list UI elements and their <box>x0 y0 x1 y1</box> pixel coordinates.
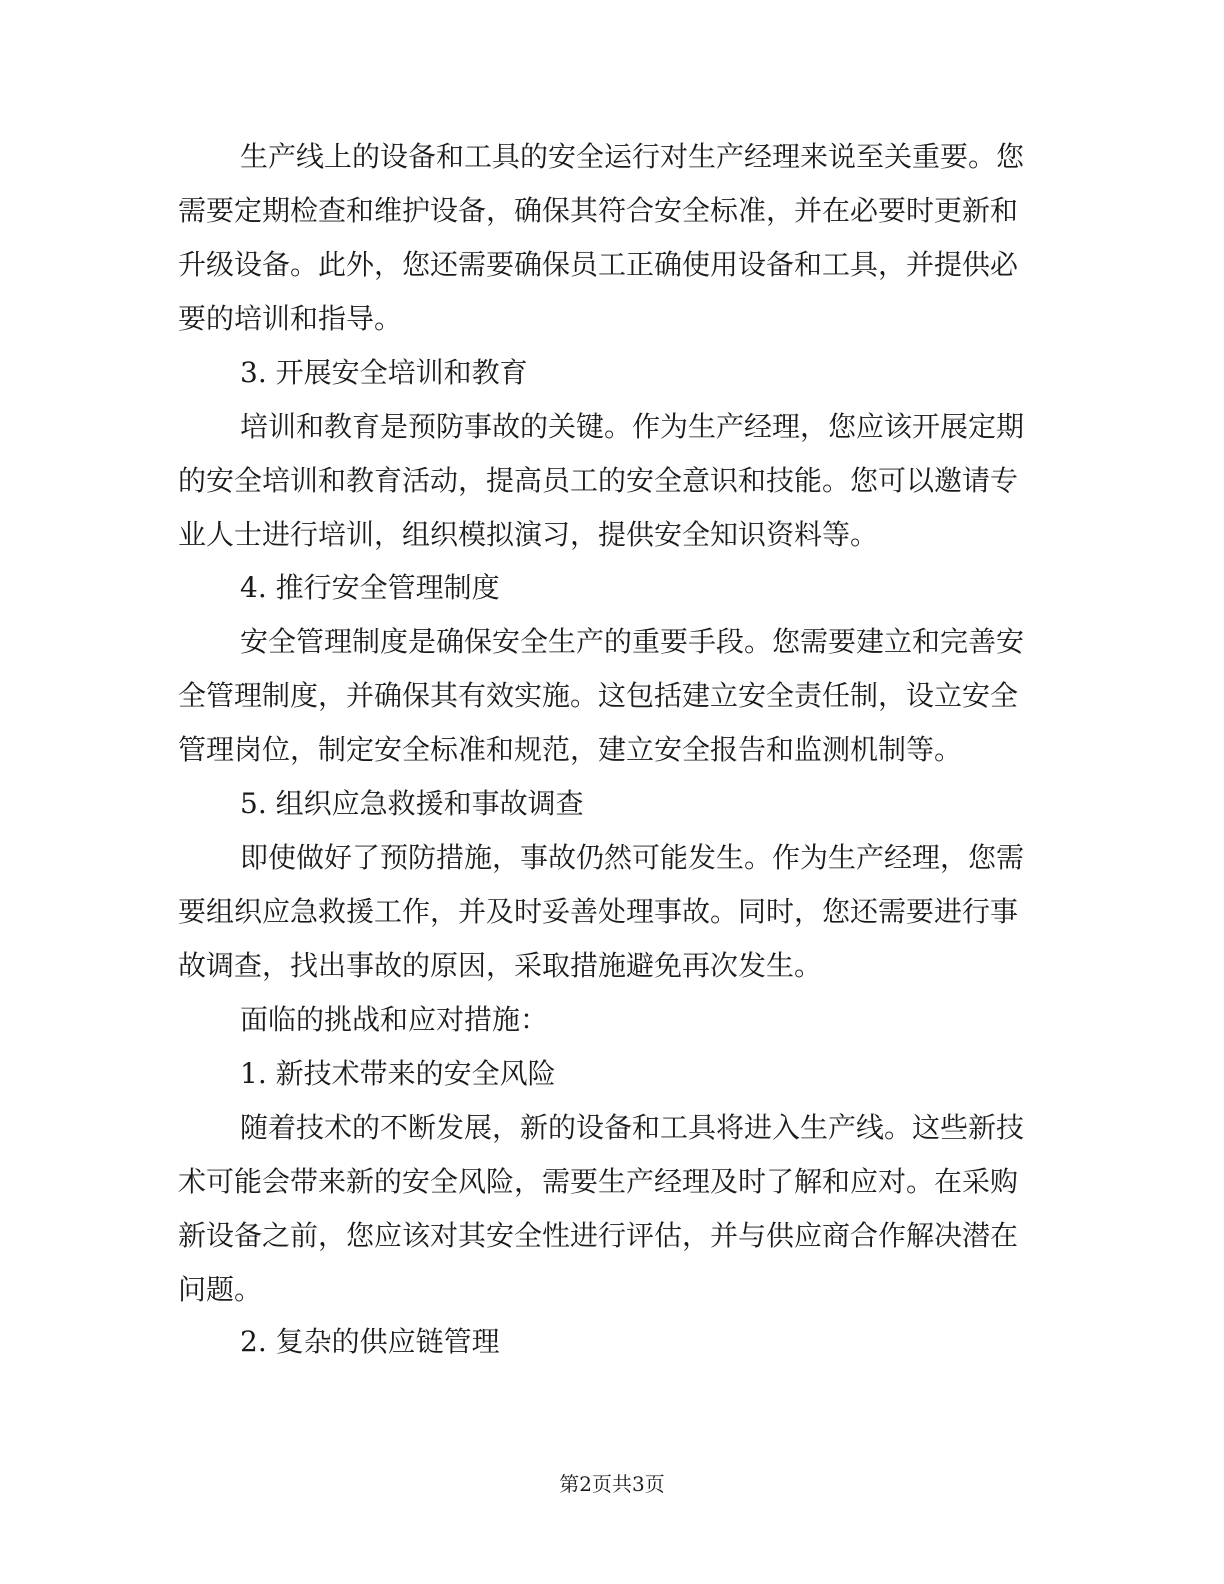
section-heading: 5. 组织应急救援和事故调查 <box>240 787 584 820</box>
page-number-footer: 第2页共3页 <box>559 1472 665 1496</box>
section-heading: 4. 推行安全管理制度 <box>240 571 500 604</box>
paragraph-line: 问题。 <box>178 1273 263 1306</box>
paragraph-line: 的安全培训和教育活动，提高员工的安全意识和技能。您可以邀请专 <box>178 464 1019 497</box>
section-heading: 1. 新技术带来的安全风险 <box>240 1057 556 1090</box>
paragraph-line: 要的培训和指导。 <box>178 302 403 335</box>
paragraph-line: 故调查，找出事故的原因，采取措施避免再次发生。 <box>178 949 823 982</box>
paragraph-line: 生产线上的设备和工具的安全运行对生产经理来说至关重要。您 <box>240 140 1025 173</box>
paragraph-line: 术可能会带来新的安全风险，需要生产经理及时了解和应对。在采购 <box>178 1165 1019 1198</box>
section-intro: 面临的挑战和应对措施： <box>240 1003 549 1036</box>
paragraph-line: 要组织应急救援工作，并及时妥善处理事故。同时，您还需要进行事 <box>178 895 1019 928</box>
paragraph-line: 业人士进行培训，组织模拟演习，提供安全知识资料等。 <box>178 518 879 551</box>
paragraph-line: 需要定期检查和维护设备，确保其符合安全标准，并在必要时更新和 <box>178 194 1019 227</box>
paragraph-line: 新设备之前，您应该对其安全性进行评估，并与供应商合作解决潜在 <box>178 1219 1019 1252</box>
section-heading: 2. 复杂的供应链管理 <box>240 1325 500 1358</box>
paragraph-line: 安全管理制度是确保安全生产的重要手段。您需要建立和完善安 <box>240 625 1025 658</box>
paragraph-line: 升级设备。此外，您还需要确保员工正确使用设备和工具，并提供必 <box>178 248 1019 281</box>
section-heading: 3. 开展安全培训和教育 <box>240 356 528 389</box>
paragraph-line: 随着技术的不断发展，新的设备和工具将进入生产线。这些新技 <box>240 1111 1025 1144</box>
paragraph-line: 即使做好了预防措施，事故仍然可能发生。作为生产经理，您需 <box>240 841 1025 874</box>
paragraph-line: 全管理制度，并确保其有效实施。这包括建立安全责任制，设立安全 <box>178 679 1019 712</box>
paragraph-line: 管理岗位，制定安全标准和规范，建立安全报告和监测机制等。 <box>178 733 963 766</box>
paragraph-line: 培训和教育是预防事故的关键。作为生产经理，您应该开展定期 <box>240 410 1025 443</box>
